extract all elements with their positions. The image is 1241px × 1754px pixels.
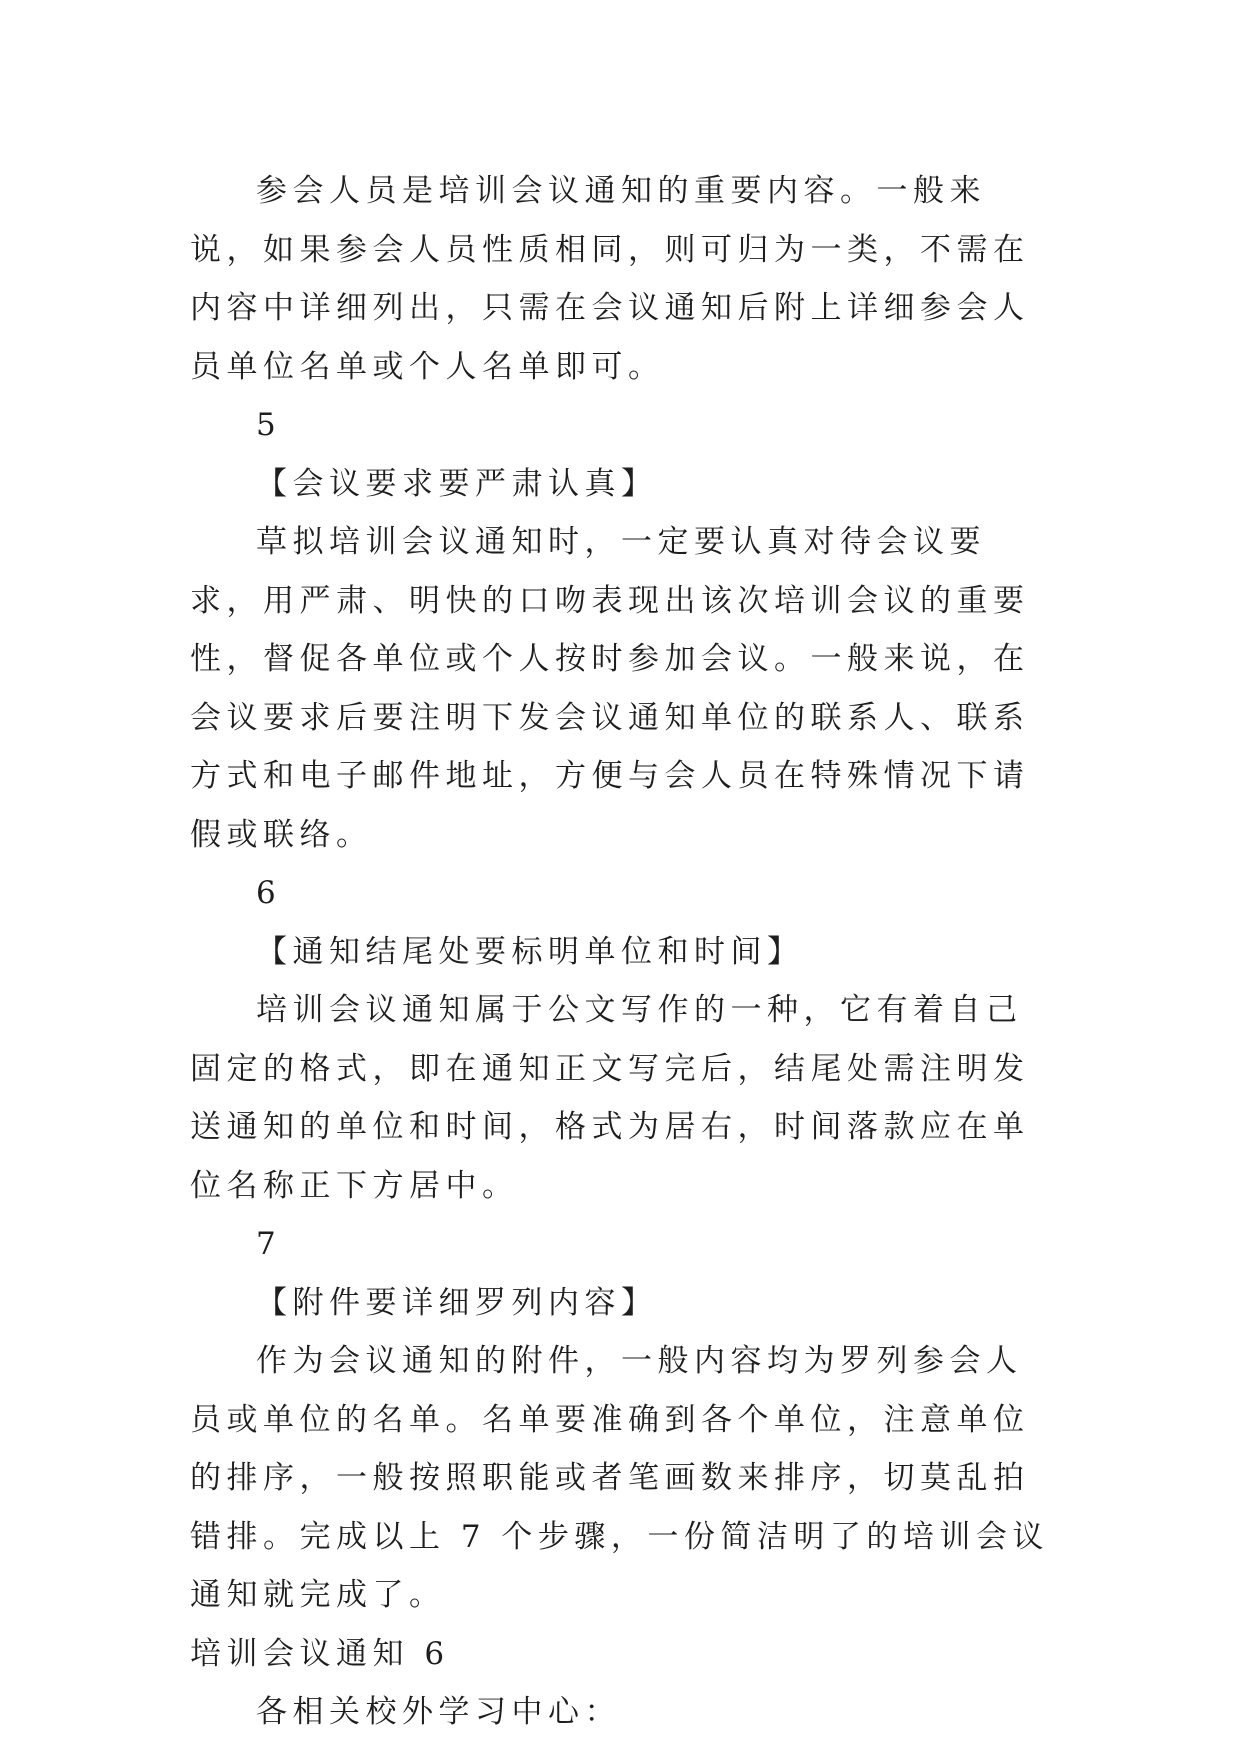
step-number-6: 6 — [256, 875, 282, 911]
paragraph-meeting-requirements: 草拟培训会议通知时，一定要认真对待会议要求，用严肃、明快的口吻表现出该次培训会议的重要性，督促各单位或个人按时参加会议。一般来说，在会议要求后要注明下发会议通知单位的联系人、联系方式和电子邮件地址，方便与会人员在特殊情况下请假或联络。 — [190, 524, 1030, 853]
section-heading-attachments: 【附件要详细罗列内容】 — [256, 1284, 658, 1321]
section-heading-meeting-requirements: 【会议要求要严肃认真】 — [256, 465, 658, 502]
paragraph-ending-unit-time: 培训会议通知属于公文写作的一种，它有着自己固定的格式，即在通知正文写完后，结尾处需注明发送通知的单位和时间，格式为居右，时间落款应在单位名称正下方居中。 — [190, 992, 1030, 1204]
step-number-7: 7 — [256, 1226, 282, 1262]
step-number-5: 5 — [256, 407, 282, 443]
salutation: 各相关校外学习中心： — [256, 1694, 621, 1730]
document-title-notice-6: 培训会议通知 6 — [190, 1635, 450, 1672]
document-body — [190, 162, 1050, 1742]
paragraph-attachments: 作为会议通知的附件，一般内容均为罗列参会人员或单位的名单。名单要准确到各个单位，注意单位的排序，一般按照职能或者笔画数来排序，切莫乱拍错排。完成以上 7 个步骤，一份简洁明了的培训会议通知就完成了。 — [190, 1343, 1049, 1613]
paragraph-attendees: 参会人员是培训会议通知的重要内容。一般来说，如果参会人员性质相同，则可归为一类，不需在内容中详细列出，只需在会议通知后附上详细参会人员单位名单或个人名单即可。 — [190, 173, 1030, 385]
section-heading-ending-unit-time: 【通知结尾处要标明单位和时间】 — [256, 933, 804, 970]
